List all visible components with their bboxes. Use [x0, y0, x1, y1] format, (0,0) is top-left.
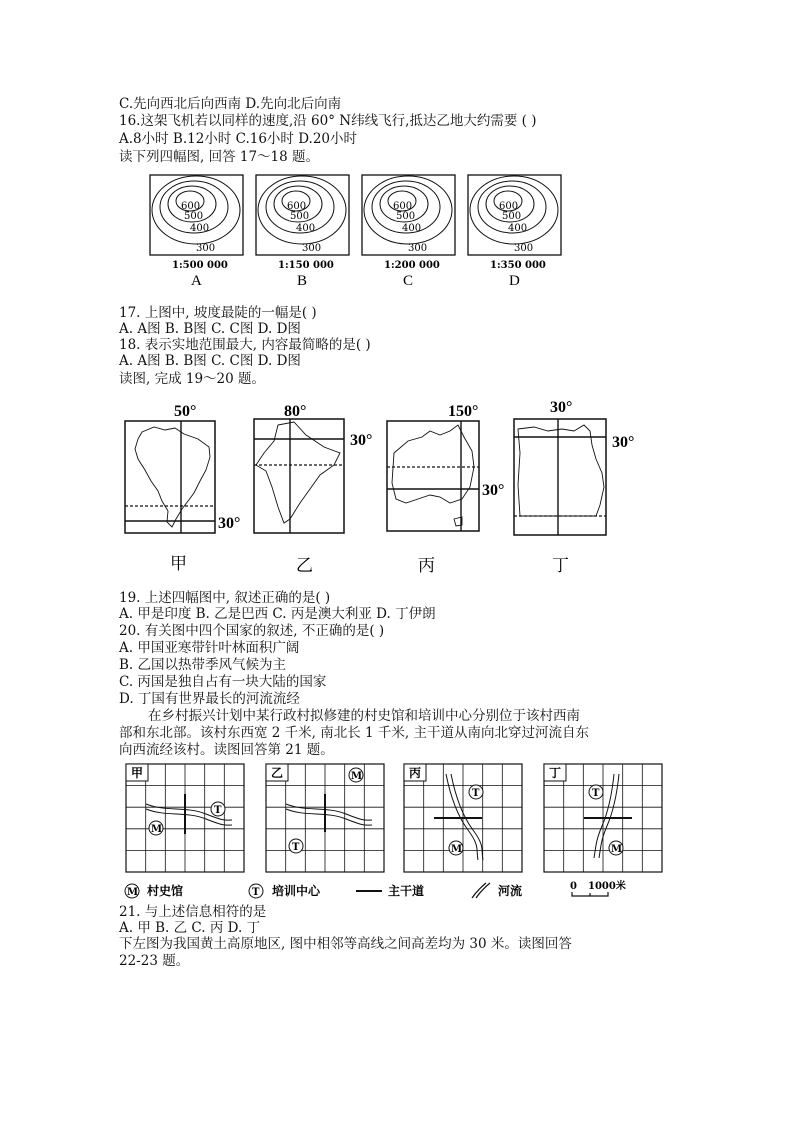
- map-label: 乙: [271, 766, 284, 780]
- village-map-ding: [544, 764, 662, 872]
- map-label: 丁: [549, 766, 562, 780]
- country-map-bing: [387, 403, 504, 576]
- museum-icon: M: [127, 887, 139, 898]
- country-map-yi: [254, 403, 372, 576]
- map-label: 甲: [131, 766, 144, 780]
- contour-label: 300: [302, 243, 322, 254]
- latitude-label: 30°: [218, 515, 241, 532]
- question-19: 19. 上述四幅图中, 叙述正确的是( ): [119, 590, 331, 606]
- contour-label: 500: [290, 211, 310, 222]
- country-figure: [118, 395, 648, 580]
- museum-icon: M: [351, 771, 363, 782]
- map-scale: 1:500 000: [172, 260, 228, 271]
- question-16-options: A.8小时 B.12小时 C.16小时 D.20小时: [119, 131, 358, 147]
- legend-road: 主干道: [388, 884, 425, 898]
- village-map-yi: [266, 764, 384, 872]
- contour-label: 400: [508, 223, 528, 234]
- map-label: 乙: [296, 556, 313, 576]
- training-center-icon: T: [472, 788, 480, 799]
- paragraph-21-line3: 向西流经该村。读图回答第 21 题。: [119, 742, 334, 758]
- paragraph-21-line1: 在乡村振兴计划中某行政村拟修建的村史馆和培训中心分别位于该村西南: [148, 708, 580, 724]
- training-center-icon: T: [292, 842, 300, 853]
- map-label: 丙: [409, 766, 422, 780]
- contour-label: 300: [408, 243, 428, 254]
- training-center-icon: T: [214, 805, 222, 816]
- question-21: 21. 与上述信息相符的是: [119, 904, 267, 920]
- instruction-22-23-line1: 下左图为我国黄土高原地区, 图中相邻等高线之间高差均为 30 米。读图回答: [119, 936, 572, 952]
- question-20-option-a: A. 甲国亚寒带针叶林面积广阔: [119, 640, 300, 656]
- contour-label: 500: [184, 211, 204, 222]
- contour-label: 600: [181, 201, 201, 212]
- contour-label: 300: [514, 243, 534, 254]
- map-label: 甲: [170, 554, 187, 574]
- map-label: D: [509, 273, 520, 289]
- river-icon: [472, 883, 486, 898]
- scale-value: 1000米: [588, 881, 626, 892]
- map-label: B: [297, 273, 308, 289]
- contour-label: 500: [396, 211, 416, 222]
- instruction-19-20: 读图, 完成 19～20 题。: [119, 371, 266, 387]
- contour-label: 400: [402, 223, 422, 234]
- village-legend: [125, 879, 626, 898]
- museum-icon: M: [611, 844, 623, 855]
- longitude-label: 150°: [448, 403, 479, 420]
- legend-museum: 村史馆: [147, 884, 184, 898]
- question-20-option-c: C. 丙国是独自占有一块大陆的国家: [119, 674, 327, 690]
- longitude-label: 50°: [174, 403, 197, 420]
- country-map-jia: [125, 403, 240, 574]
- question-20-option-d: D. 丁国有世界最长的河流流经: [119, 691, 300, 707]
- contour-figure: [150, 170, 570, 290]
- training-center-icon: T: [252, 887, 260, 898]
- legend-river: 河流: [498, 884, 523, 898]
- question-21-options: A. 甲 B. 乙 C. 丙 D. 丁: [119, 920, 261, 936]
- question-19-options: A. 甲是印度 B. 乙是巴西 C. 丙是澳大利亚 D. 丁伊朗: [119, 606, 436, 622]
- instruction-17-18: 读下列四幅图, 回答 17～18 题。: [119, 149, 320, 165]
- contour-label: 600: [499, 201, 519, 212]
- map-scale: 1:150 000: [278, 260, 334, 271]
- contour-label: 600: [393, 201, 413, 212]
- country-map-ding: [514, 399, 634, 576]
- question-20: 20. 有关图中四个国家的叙述, 不正确的是( ): [119, 623, 385, 639]
- question-16: 16.这架飞机若以同样的速度,沿 60° N纬线飞行,抵达乙地大约需要 ( ): [119, 113, 537, 129]
- village-map-jia: [126, 764, 244, 872]
- scale-bar-icon: [572, 892, 608, 896]
- map-scale: 1:350 000: [490, 260, 546, 271]
- longitude-label: 80°: [284, 403, 307, 420]
- museum-icon: M: [451, 844, 463, 855]
- question-18: 18. 表示实地范围最大, 内容最简略的是( ): [119, 337, 371, 353]
- paragraph-21-line2: 部和东北部。该村东西宽 2 千米, 南北长 1 千米, 主干道从南向北穿过河流自东: [119, 725, 590, 741]
- instruction-22-23-line2: 22-23 题。: [119, 953, 190, 969]
- latitude-label: 30°: [482, 482, 505, 499]
- contour-map-b: [256, 175, 349, 289]
- longitude-label: 30°: [550, 399, 573, 416]
- map-label: C: [403, 273, 414, 289]
- contour-label: 300: [196, 243, 216, 254]
- question-18-options: A. A图 B. B图 C. C图 D. D图: [119, 353, 301, 369]
- museum-icon: M: [151, 824, 163, 835]
- contour-label: 600: [287, 201, 307, 212]
- map-label: A: [191, 273, 202, 289]
- option-line-cd: C.先向西北后向西南 D.先向北后向南: [119, 96, 342, 112]
- map-label: 丙: [418, 556, 435, 576]
- village-map-bing: [404, 764, 522, 872]
- contour-map-a: [150, 175, 243, 289]
- question-17: 17. 上图中, 坡度最陡的一幅是( ): [119, 305, 317, 321]
- contour-label: 400: [190, 223, 210, 234]
- contour-label: 400: [296, 223, 316, 234]
- map-scale: 1:200 000: [384, 260, 440, 271]
- contour-label: 500: [502, 211, 522, 222]
- contour-map-d: [468, 175, 561, 289]
- legend-center: 培训中心: [272, 884, 321, 898]
- training-center-icon: T: [592, 788, 600, 799]
- contour-map-c: [362, 175, 455, 289]
- map-label: 丁: [552, 556, 569, 576]
- question-17-options: A. A图 B. B图 C. C图 D. D图: [119, 321, 301, 337]
- village-figure: [120, 762, 680, 902]
- scale-zero: 0: [570, 881, 577, 892]
- latitude-label: 30°: [350, 432, 373, 449]
- latitude-label: 30°: [612, 434, 635, 451]
- question-20-option-b: B. 乙国以热带季风气候为主: [119, 657, 287, 673]
